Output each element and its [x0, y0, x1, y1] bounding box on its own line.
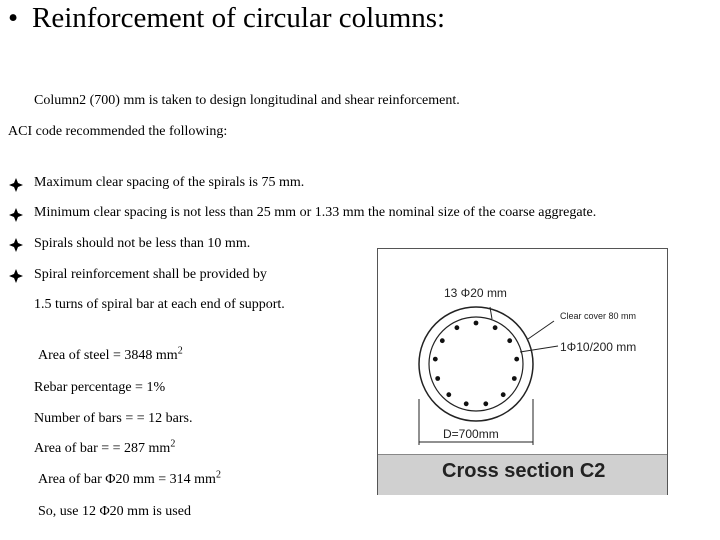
rebar-dot: [483, 401, 488, 406]
rebar-dot: [501, 392, 506, 397]
spiral-inner-circle: [429, 317, 523, 411]
calc-bar-area-text: Area of bar = = 287 mm: [34, 441, 171, 456]
rebar-dot: [474, 321, 479, 326]
calc-steel-area-text: Area of steel = 3848 mm: [38, 348, 178, 363]
calc-conclusion: So, use 12 Φ20 mm is used: [38, 504, 191, 519]
rebar-dot: [446, 392, 451, 397]
rebar-dot: [464, 401, 469, 406]
rebar-dot: [440, 338, 445, 343]
spiral-label: 1Φ10/200 mm: [560, 340, 637, 354]
aci-item-4: Spiral reinforcement shall be provided by: [34, 267, 267, 282]
diamond-bullet-icon: [8, 237, 24, 253]
intro-line-1: Column2 (700) mm is taken to design longitudinal and shear reinforcement.: [34, 93, 460, 108]
title-bullet: •: [8, 2, 19, 34]
slide-title: [8, 2, 445, 35]
cover-leader-line: [528, 321, 554, 339]
cover-label: Clear cover 80 mm: [560, 311, 637, 321]
intro-line-2: ACI code recommended the following:: [8, 124, 228, 139]
diamond-bullet-icon: [8, 207, 24, 223]
rebar-dot: [455, 325, 460, 330]
calc-bar-area: [34, 438, 176, 457]
calc-steel-area: [38, 345, 183, 364]
figure-caption: Cross section C2: [442, 460, 606, 482]
spiral-leader-line: [520, 346, 558, 352]
calc-bar20-area-text: Area of bar Φ20 mm = 314 mm: [38, 472, 216, 487]
title-text: Reinforcement of circular columns:: [32, 2, 446, 34]
superscript: 2: [177, 345, 183, 357]
rebar-group: [433, 321, 519, 407]
bars-label: 13 Φ20 mm: [444, 286, 507, 300]
calc-number-of-bars: Number of bars = = 12 bars.: [34, 411, 193, 426]
aci-item-3: Spirals should not be less than 10 mm.: [34, 236, 251, 251]
rebar-dot: [435, 376, 440, 381]
rebar-dot: [433, 357, 438, 362]
calc-bar20-area: [38, 469, 221, 488]
aci-item-2: Minimum clear spacing is not less than 25 mm or 1.33 mm the nominal size of the coarse aggregate.: [34, 205, 597, 220]
aci-item-1: Maximum clear spacing of the spirals is 75 mm.: [34, 175, 305, 190]
diameter-label: D=700mm: [443, 427, 499, 441]
rebar-dot: [493, 325, 498, 330]
diamond-bullet-icon: [8, 177, 24, 193]
superscript: 2: [170, 438, 176, 450]
superscript: 2: [215, 469, 221, 481]
diamond-bullet-icon: [8, 268, 24, 284]
rebar-dot: [507, 338, 512, 343]
calc-rebar-percentage: Rebar percentage = 1%: [34, 380, 166, 395]
cross-section-figure: [377, 248, 668, 495]
rebar-dot: [512, 376, 517, 381]
spiral-note: 1.5 turns of spiral bar at each end of support.: [34, 297, 285, 312]
rebar-dot: [514, 357, 519, 362]
